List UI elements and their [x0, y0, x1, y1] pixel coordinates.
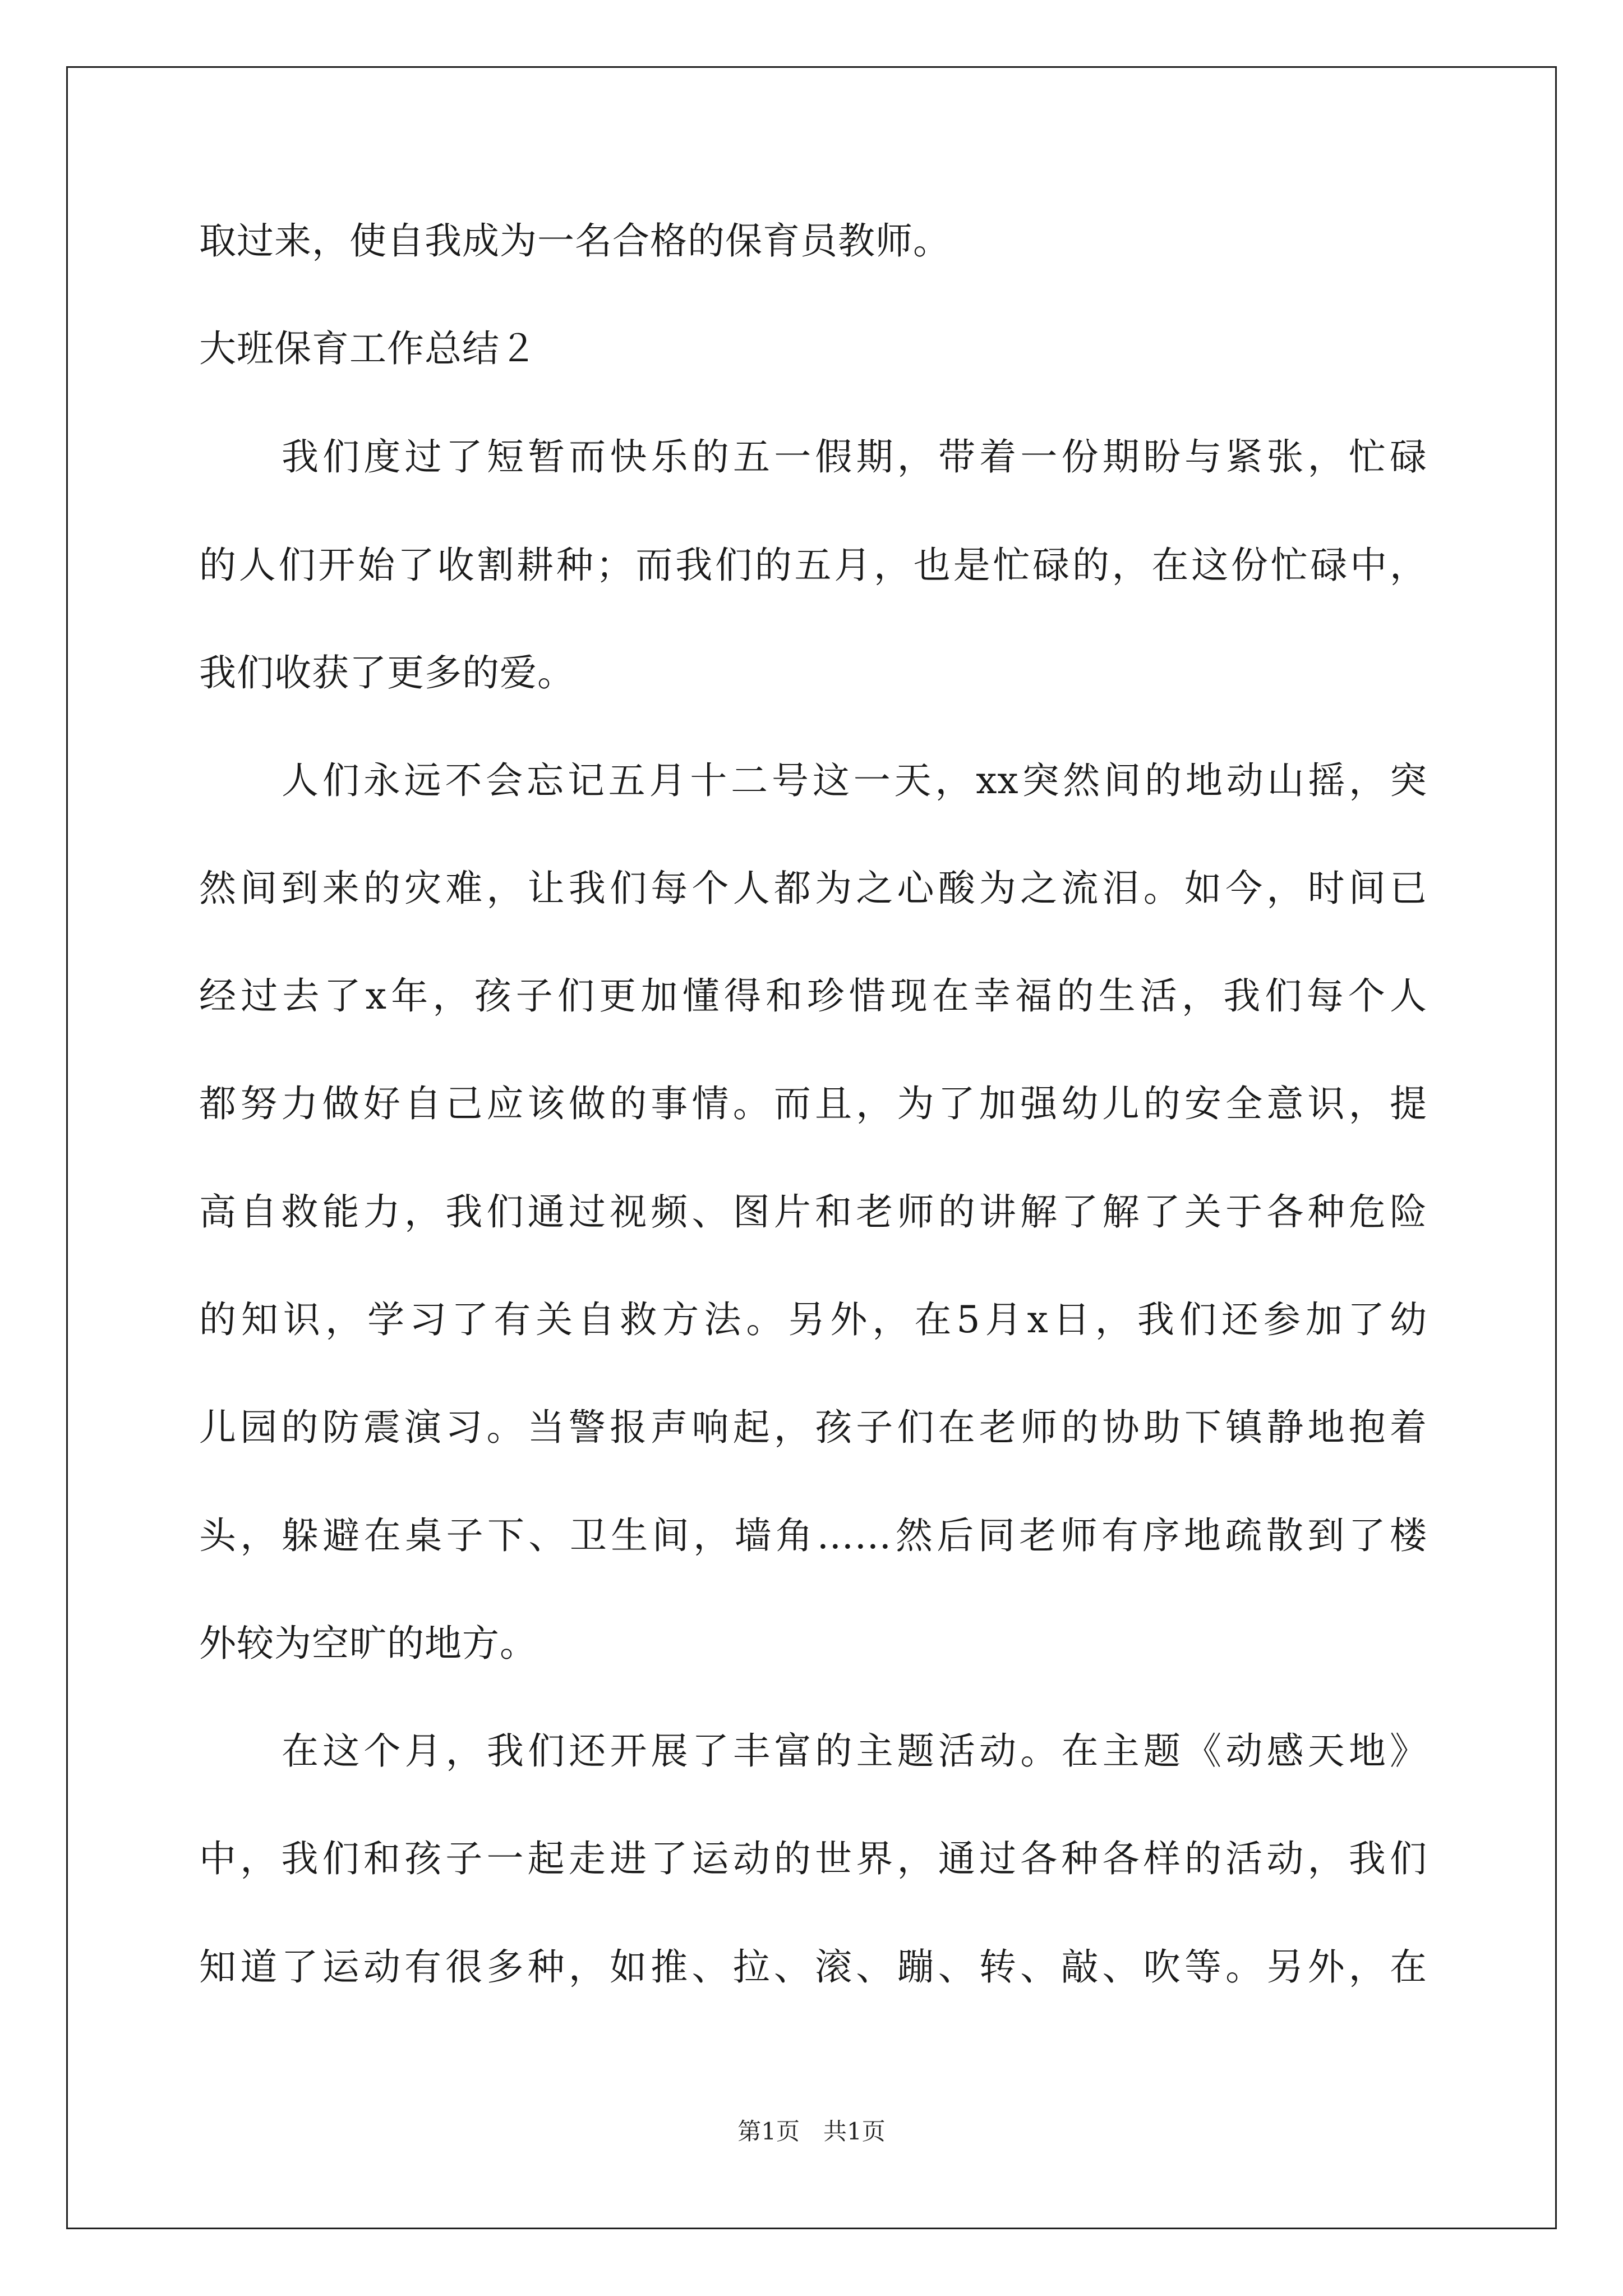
text-line-1: 取过来，使自我成为一名合格的保育员教师。	[199, 219, 951, 263]
page-footer: 第1页 共1页	[737, 2118, 886, 2145]
text-line-10: 高自救能力，我们通过视频、图片和老师的讲解了解了关于各种危险	[199, 1190, 1427, 1234]
text-line-3: 我们度过了短暂而快乐的五一假期，带着一份期盼与紧张，忙碌	[282, 435, 1427, 478]
text-line-15: 在这个月，我们还开展了丰富的主题活动。在主题《动感天地》	[282, 1729, 1427, 1773]
section-heading: 大班保育工作总结２	[199, 327, 537, 370]
text-line-7: 然间到来的灾难，让我们每个人都为之心酸为之流泪。如今，时间已	[199, 867, 1427, 910]
text-line-13: 头，躲避在桌子下、卫生间，墙角……然后同老师有序地疏散到了楼	[199, 1514, 1427, 1557]
text-line-12: 儿园的防震演习。当警报声响起，孩子们在老师的协助下镇静地抱着	[199, 1406, 1427, 1449]
text-line-8: 经过去了x年，孩子们更加懂得和珍惜现在幸福的生活，我们每个人	[199, 974, 1427, 1018]
text-line-11: 的知识，学习了有关自救方法。另外，在5月x日，我们还参加了幼	[199, 1298, 1427, 1341]
text-line-17: 知道了运动有很多种，如推、拉、滚、蹦、转、敲、吹等。另外，在	[199, 1945, 1427, 1989]
text-line-14: 外较为空旷的地方。	[199, 1622, 537, 1665]
text-line-6: 人们永远不会忘记五月十二号这一天，xx突然间的地动山摇，突	[282, 759, 1427, 802]
text-line-16: 中，我们和孩子一起走进了运动的世界，通过各种各样的活动，我们	[199, 1837, 1427, 1880]
page-border	[66, 66, 1557, 2229]
text-line-5: 我们收获了更多的爱。	[199, 651, 575, 694]
text-line-9: 都努力做好自己应该做的事情。而且，为了加强幼儿的安全意识，提	[199, 1082, 1427, 1125]
text-line-4: 的人们开始了收割耕种；而我们的五月，也是忙碌的，在这份忙碌中，	[199, 544, 1427, 587]
